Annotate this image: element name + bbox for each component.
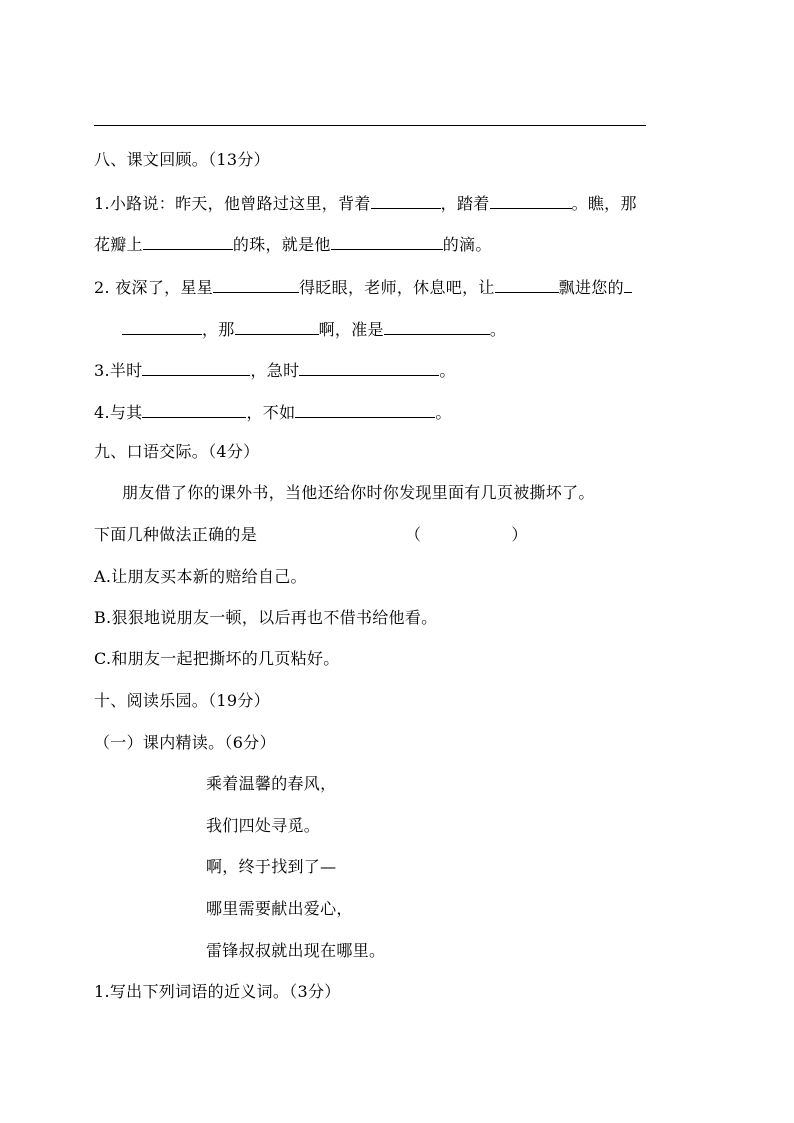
q1-line1: [94, 192, 637, 214]
q4-text: 4.与其: [94, 403, 143, 422]
q3-text: 。: [439, 361, 456, 380]
blank[interactable]: [299, 359, 439, 376]
answer-paren-open: （: [405, 525, 422, 544]
q2-text: 。: [489, 320, 507, 339]
section8-heading: 八、课文回顾。（13分）: [94, 150, 270, 169]
blank[interactable]: [143, 233, 233, 250]
blank[interactable]: [142, 401, 246, 418]
blank[interactable]: [490, 192, 572, 209]
q2-text: 得眨眼，老师，休息吧，让: [299, 278, 495, 297]
q4-line: [94, 401, 452, 423]
q3-text: 3.半时: [94, 361, 143, 380]
q1-text: 。瞧，那: [571, 194, 637, 213]
scenario-text: 朋友借了你的课外书，当他还给你时你发现里面有几页被撕坏了。: [122, 483, 595, 502]
q2-text: 啊，准是: [318, 320, 384, 339]
q2-line1: [94, 276, 632, 298]
blank[interactable]: [495, 276, 559, 293]
poem-line: 哪里需要献出爱心，: [206, 899, 353, 918]
subsection-heading: （一）课内精读。（6分）: [94, 733, 276, 752]
option-a: A.让朋友买本新的赔给自己。: [94, 567, 307, 586]
q1-text: ，踏着: [440, 194, 490, 213]
blank[interactable]: [213, 276, 299, 293]
q2-text: 飘进您的: [558, 278, 624, 297]
poem-line: 乘着温馨的春风，: [206, 774, 337, 793]
synonym-question: 1.写出下列词语的近义词。（3分）: [94, 982, 341, 1001]
q4-text: 。: [435, 403, 452, 422]
blank[interactable]: [371, 192, 441, 209]
blank[interactable]: [331, 233, 443, 250]
blank[interactable]: [122, 318, 202, 335]
header-rule: [94, 125, 646, 126]
poem-line: 我们四处寻觅。: [206, 816, 321, 835]
answer-paren-close: ）: [511, 525, 528, 544]
blank[interactable]: [142, 359, 250, 376]
q3-line: [94, 359, 456, 381]
q1-text: 的珠，就是他: [232, 235, 331, 254]
q2-text: ，那: [202, 320, 235, 339]
q1-line2: [94, 233, 492, 255]
option-b: B.狠狠地说朋友一顿，以后再也不借书给他看。: [94, 608, 438, 627]
option-c: C.和朋友一起把撕坏的几页粘好。: [94, 649, 340, 668]
q2-line2: [122, 318, 506, 340]
question-line: [94, 525, 528, 545]
poem-line: 雷锋叔叔就出现在哪里。: [206, 941, 386, 960]
blank[interactable]: [295, 401, 435, 418]
q1-text: 花瓣上: [94, 235, 143, 254]
blank[interactable]: [235, 318, 319, 335]
section10-heading: 十、阅读乐园。（19分）: [94, 691, 270, 710]
q2-text: 2. 夜深了，星星: [94, 278, 214, 297]
section9-heading: 九、口语交际。（4分）: [94, 442, 260, 461]
blank[interactable]: [384, 318, 490, 335]
q4-text: ，不如: [246, 403, 296, 422]
q3-text: ，急时: [250, 361, 300, 380]
q1-text: 1.小路说：昨天，他曾路过这里，背着: [94, 194, 371, 213]
blank[interactable]: [624, 276, 632, 293]
question-text: 下面几种做法正确的是: [94, 525, 258, 544]
q1-text: 的滴。: [442, 235, 492, 254]
poem-line: 啊，终于找到了—: [206, 857, 337, 876]
